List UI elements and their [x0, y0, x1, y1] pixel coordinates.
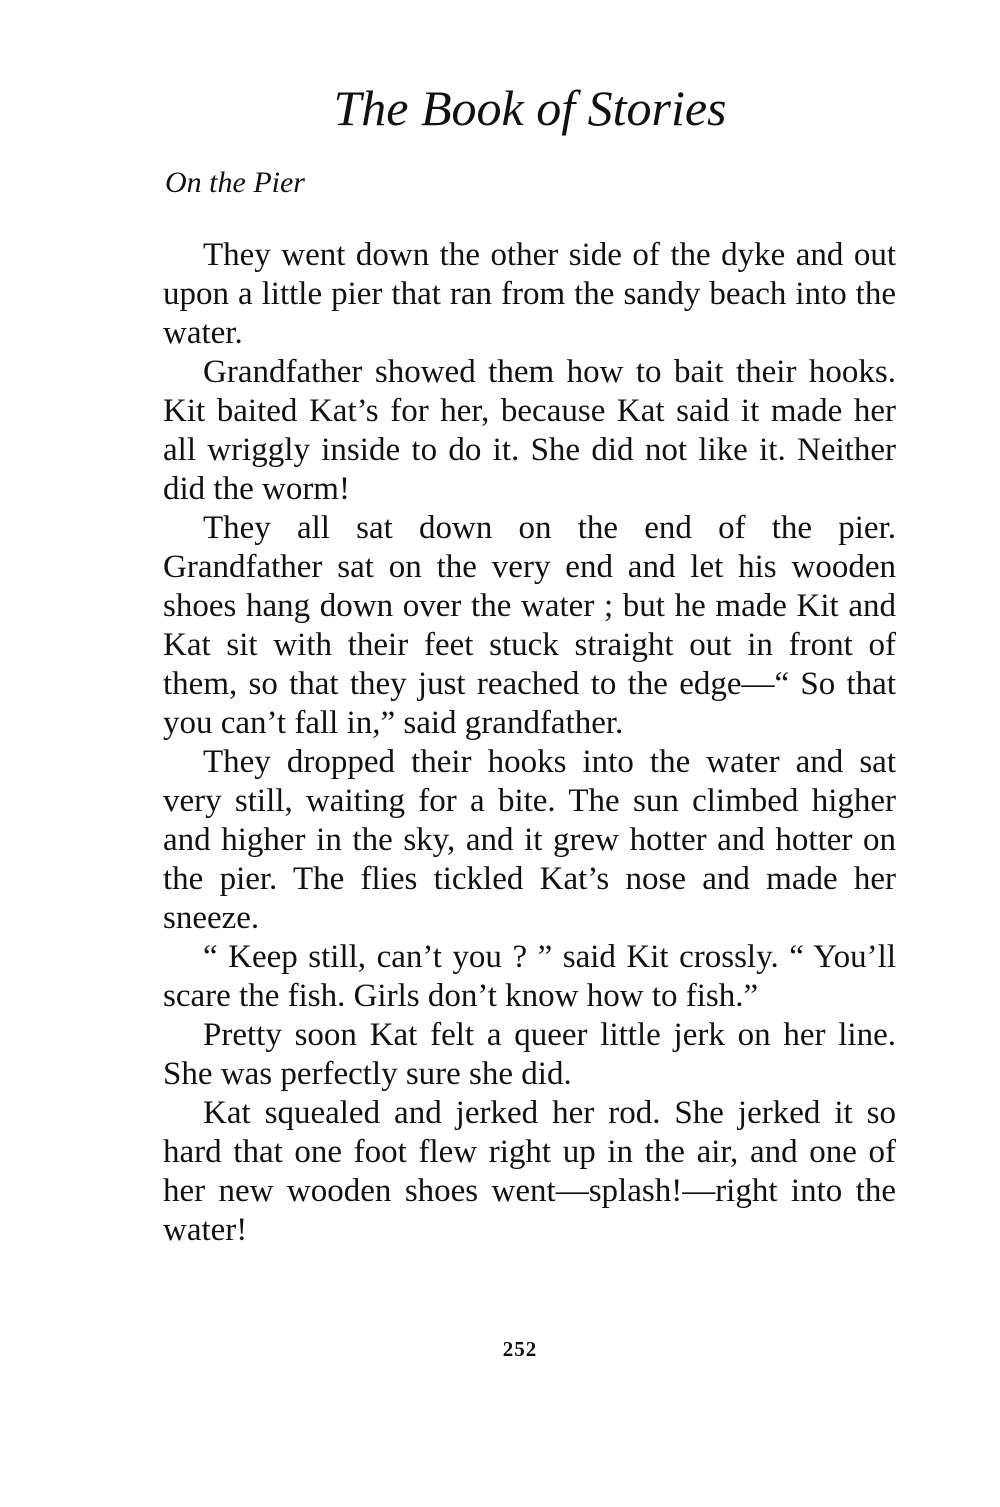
paragraph: They dropped their hooks into the water and sat very still, waiting for a bite. The sun climbed higher and higher in the sky, and it grew hotter and hotter on the pier. The flies tickled Kat’s nose and made her sneeze.: [163, 744, 896, 936]
paragraph: They all sat down on the end of the pier. Grandfather sat on the very end and let his wooden shoes hang down over the water ; but he made Kit and Kat sit with their feet stuck straight out in front of them, so that they just reached to the edge—“ So that you can’t fall in,” said grandfather.: [163, 510, 896, 741]
section-heading: On the Pier: [165, 166, 305, 199]
body-text: [163, 236, 896, 1250]
paragraph: Grandfather showed them how to bait their hooks. Kit baited Kat’s for her, because Kat said it made her all wriggly inside to do it. She did not like it. Neither did the worm!: [163, 354, 896, 507]
page-number: 252: [502, 1337, 538, 1361]
paragraph: They went down the other side of the dyke and out upon a little pier that ran from the sandy beach into the water.: [163, 237, 896, 351]
running-title: The Book of Stories: [333, 80, 727, 136]
paragraph: “ Keep still, can’t you ? ” said Kit crossly. “ You’ll scare the fish. Girls don’t know how to fish.”: [163, 939, 896, 1014]
paragraph: Pretty soon Kat felt a queer little jerk on her line. She was perfectly sure she did.: [163, 1017, 896, 1092]
paragraph: Kat squealed and jerked her rod. She jerked it so hard that one foot flew right up in the air, and one of her new wooden shoes went—splash!—right into the water!: [163, 1095, 896, 1248]
